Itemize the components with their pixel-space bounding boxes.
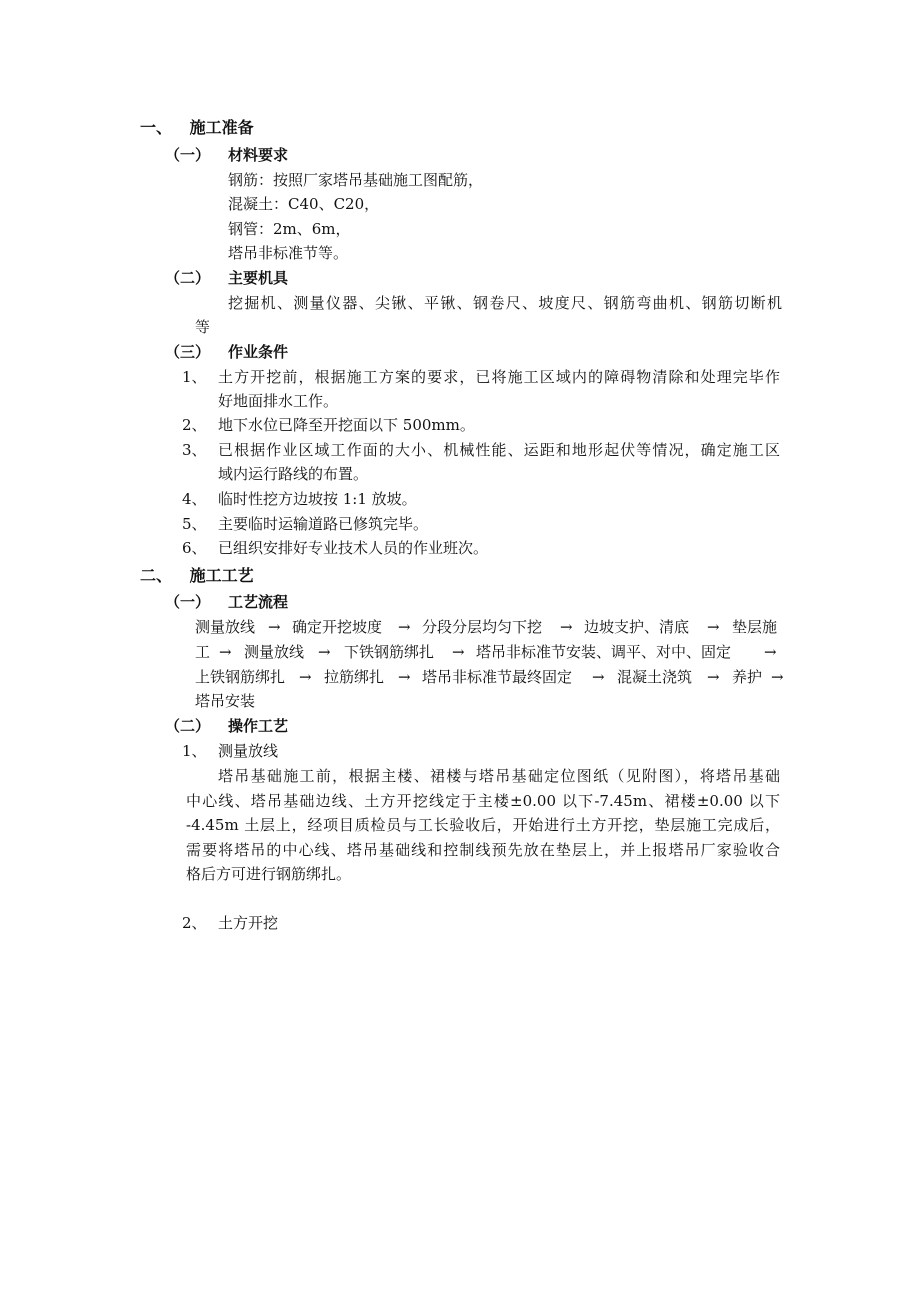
material-line: 塔吊非标准节等。 — [228, 244, 349, 262]
arrow-icon: → — [592, 668, 605, 686]
material-line: 钢管：2m、6m， — [228, 220, 351, 238]
section-number: 二、 — [140, 566, 173, 585]
material-line: 钢筋：按照厂家塔吊基础施工图配筋， — [228, 171, 484, 189]
flow-step: 确定开挖坡度 — [292, 618, 383, 636]
section-title: 施工工艺 — [189, 566, 254, 585]
section-heading-2 — [140, 566, 254, 586]
condition-line: 主要临时运输道路已修筑完毕。 — [218, 515, 429, 533]
step-title: 土方开挖 — [218, 914, 279, 932]
equipment-line: 等 — [195, 318, 211, 336]
subsection-number: （一） — [165, 593, 211, 611]
arrow-icon: → — [771, 668, 784, 686]
flow-step: 测量放线 — [195, 618, 256, 636]
step-number: 2、 — [182, 914, 207, 932]
flow-step: 塔吊安装 — [195, 692, 256, 710]
subsection-number: （三） — [165, 343, 211, 361]
step-title: 测量放线 — [218, 742, 279, 760]
subsection-number: （二） — [165, 717, 211, 735]
paragraph-line: -4.45m 土层上，经项目质检员与工长验收后，开始进行土方开挖，垫层施工完成后， — [186, 816, 780, 834]
subsection-heading — [165, 592, 210, 612]
arrow-icon: → — [219, 643, 232, 661]
subsection-number: （一） — [165, 146, 211, 164]
flow-step: 分段分层均匀下挖 — [422, 618, 543, 636]
subsection-heading — [165, 268, 210, 288]
flow-step: 垫层施 — [732, 618, 778, 636]
paragraph-line: 中心线、塔吊基础边线、土方开挖线定于主楼±0.00 以下-7.45m、裙楼±0.00 以下 — [186, 792, 780, 810]
subsection-title: 作业条件 — [228, 343, 289, 361]
subsection-title: 主要机具 — [228, 269, 289, 287]
arrow-icon: → — [398, 668, 411, 686]
subsection-heading — [165, 342, 210, 362]
arrow-icon: → — [707, 618, 720, 636]
equipment-line: 挖掘机、测量仪器、尖锹、平锹、钢卷尺、坡度尺、钢筋弯曲机、钢筋切断机 — [228, 294, 782, 312]
step-number: 1、 — [182, 742, 207, 760]
condition-line: 土方开挖前，根据施工方案的要求，已将施工区域内的障碍物清除和处理完毕作 — [218, 368, 780, 386]
arrow-icon: → — [318, 643, 331, 661]
arrow-icon: → — [398, 618, 411, 636]
arrow-icon: → — [707, 668, 720, 686]
item-number: 5、 — [182, 515, 207, 533]
section-title: 施工准备 — [189, 118, 254, 137]
condition-line: 好地面排水工作。 — [218, 392, 339, 410]
paragraph-line: 塔吊基础施工前，根据主楼、裙楼与塔吊基础定位图纸（见附图），将塔吊基础 — [218, 767, 780, 785]
item-number: 2、 — [182, 416, 207, 434]
subsection-title: 工艺流程 — [228, 593, 289, 611]
flow-step: 上铁钢筋绑扎 — [195, 668, 286, 686]
section-number: 一、 — [140, 118, 173, 137]
arrow-icon: → — [560, 618, 573, 636]
flow-step: 测量放线 — [244, 643, 305, 661]
flow-step: 塔吊非标准节安装、调平、对中、固定 — [476, 643, 732, 661]
subsection-title: 材料要求 — [228, 146, 289, 164]
material-line: 混凝土：C40、C20， — [228, 195, 380, 213]
arrow-icon: → — [764, 643, 777, 661]
condition-line: 地下水位已降至开挖面以下 500mm。 — [218, 416, 475, 434]
item-number: 6、 — [182, 539, 207, 557]
condition-line: 已组织安排好专业技术人员的作业班次。 — [218, 539, 489, 557]
flow-step: 下铁钢筋绑扎 — [344, 643, 435, 661]
condition-line: 临时性挖方边坡按 1:1 放坡。 — [218, 490, 417, 508]
paragraph-line: 需要将塔吊的中心线、塔吊基础线和控制线预先放在垫层上，并上报塔吊厂家验收合 — [186, 841, 780, 859]
paragraph-line: 格后方可进行钢筋绑扎。 — [186, 865, 352, 883]
flow-step: 工 — [195, 643, 211, 661]
flow-step: 塔吊非标准节最终固定 — [422, 668, 573, 686]
subsection-number: （二） — [165, 269, 211, 287]
arrow-icon: → — [268, 618, 281, 636]
subsection-heading — [165, 145, 210, 165]
arrow-icon: → — [452, 643, 465, 661]
item-number: 1、 — [182, 368, 207, 386]
flow-step: 混凝土浇筑 — [617, 668, 693, 686]
condition-line: 域内运行路线的布置。 — [218, 465, 369, 483]
subsection-heading — [165, 716, 210, 736]
arrow-icon: → — [299, 668, 312, 686]
section-heading-1 — [140, 118, 254, 138]
item-number: 4、 — [182, 490, 207, 508]
flow-step: 拉筋绑扎 — [324, 668, 385, 686]
flow-step: 边坡支护、清底 — [584, 618, 690, 636]
item-number: 3、 — [182, 441, 207, 459]
flow-step: 养护 — [732, 668, 763, 686]
condition-line: 已根据作业区域工作面的大小、机械性能、运距和地形起伏等情况，确定施工区 — [218, 441, 780, 459]
subsection-title: 操作工艺 — [228, 717, 289, 735]
